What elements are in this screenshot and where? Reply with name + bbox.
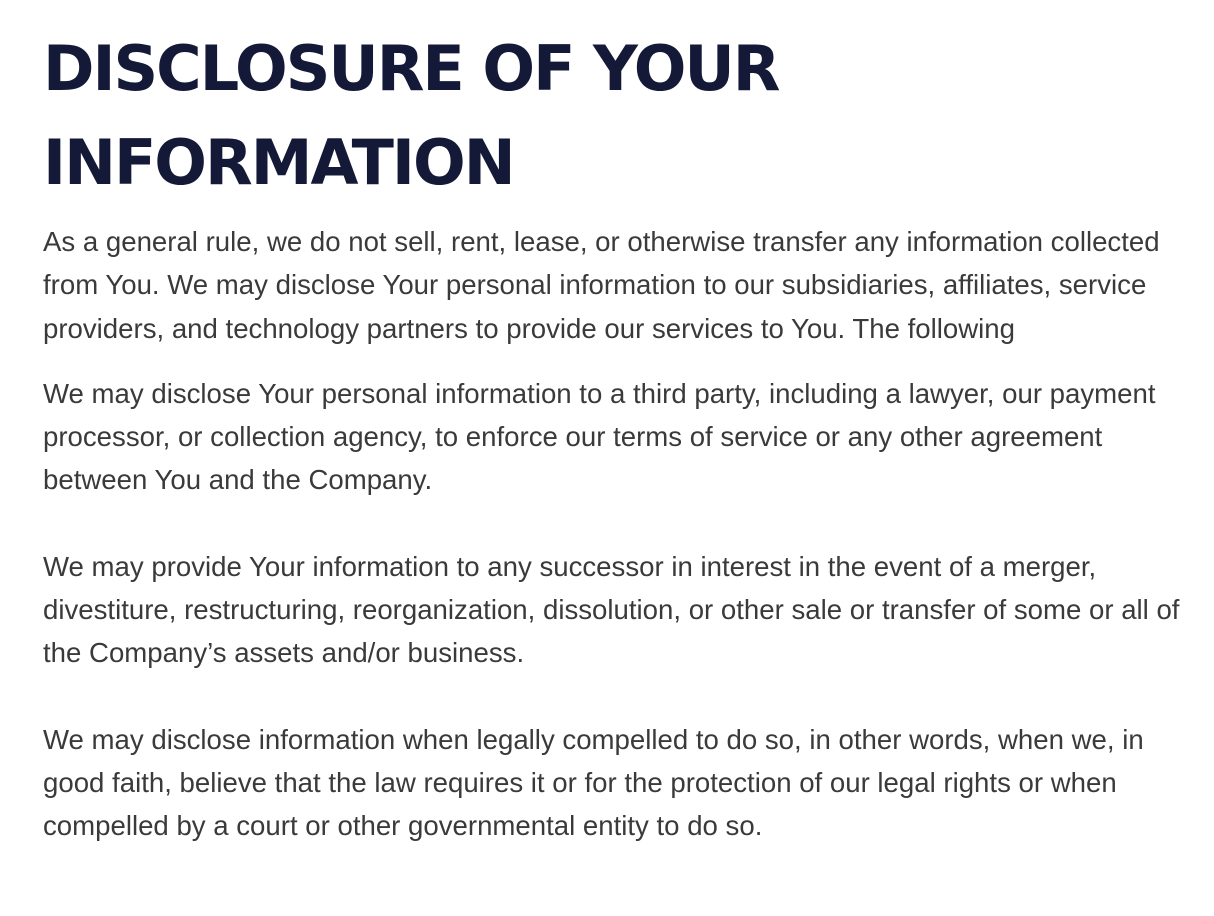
paragraph-legal-compulsion: We may disclose information when legally compelled to do so, in other words, when we, in good faith, believe that the law requires it or for the protection of our legal rights or when compelled by a court or other governmental entity to do so. [43,723,1144,842]
paragraph-successor-in-interest: We may provide Your information to any successor in interest in the event of a merger, divestiture, restructuring, reorganization, dissolution, or other sale or transfer of some or all of the Company’s assets and/or business. [43,550,1180,669]
paragraph-general-rule: As a general rule, we do not sell, rent, lease, or otherwise transfer any information collected from You. We may disclose Your personal information to our subsidiaries, affiliates, service providers, and technology partners to provide our services to You. The following [43,226,1160,344]
section-title: DISCLOSURE OF YOUR INFORMATION [43,32,779,199]
privacy-policy-section [43,22,1193,848]
paragraph-third-party-disclosure: We may disclose Your personal information to a third party, including a lawyer, our payment processor, or collection agency, to enforce our terms of service or any other agreement between You and the Company. [43,377,1156,496]
